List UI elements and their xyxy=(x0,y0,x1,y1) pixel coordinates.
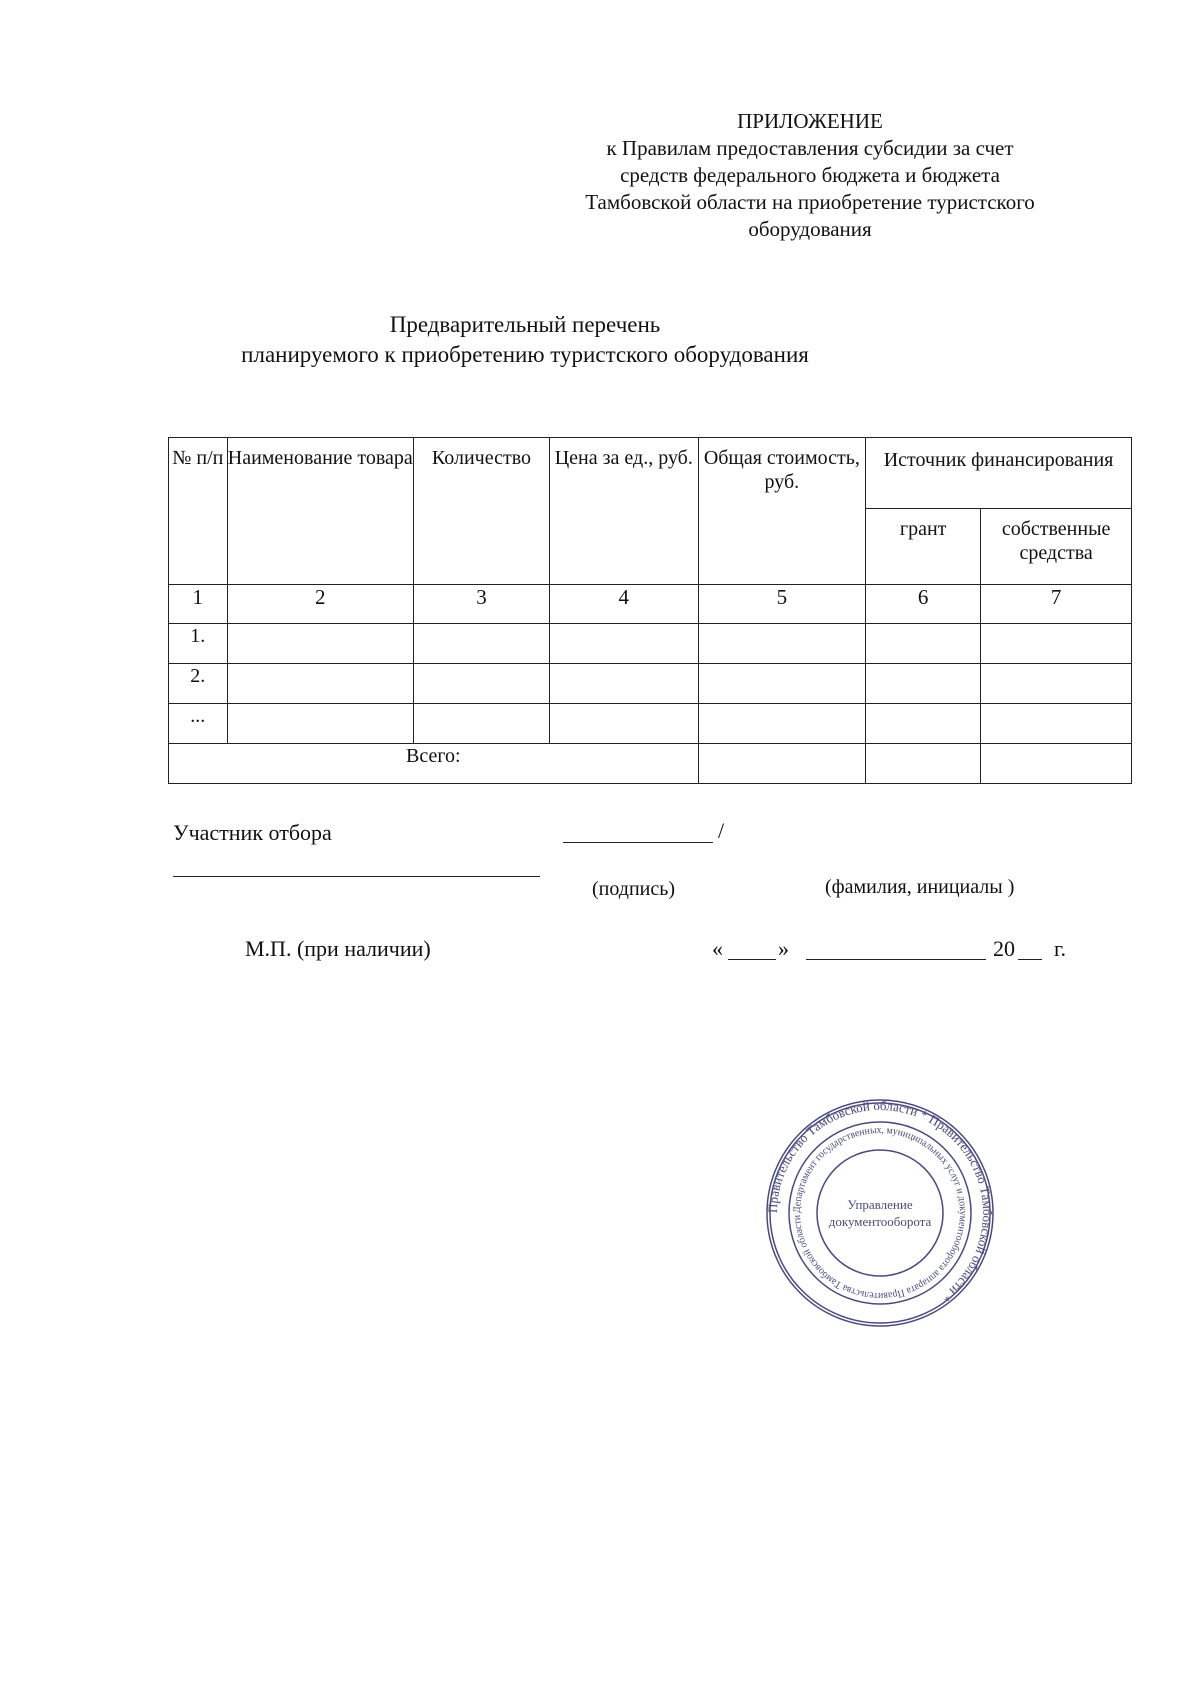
stamp-inner-ring xyxy=(817,1150,943,1276)
header-name: Наименование товара xyxy=(227,438,413,585)
empty-cell[interactable] xyxy=(698,624,865,664)
appendix-line: ПРИЛОЖЕНИЕ xyxy=(737,109,883,133)
empty-cell[interactable] xyxy=(227,624,413,664)
empty-cell[interactable] xyxy=(413,664,549,704)
name-caption: (фамилия, инициалы ) xyxy=(825,876,1015,898)
appendix-line: оборудования xyxy=(748,217,872,241)
title-line-1: Предварительный перечень xyxy=(389,312,661,337)
empty-cell[interactable] xyxy=(981,704,1132,744)
header-source: Источник финансирования xyxy=(866,438,1132,509)
empty-cell[interactable] xyxy=(866,744,981,784)
year-line[interactable] xyxy=(1018,959,1042,960)
signature-caption: (подпись) xyxy=(592,878,676,900)
empty-cell[interactable] xyxy=(227,664,413,704)
column-number: 6 xyxy=(866,585,981,624)
appendix-header xyxy=(545,108,1075,243)
header-grant: грант xyxy=(866,509,981,585)
date-open-quote: « xyxy=(712,936,723,961)
total-row xyxy=(169,744,1132,784)
document-title xyxy=(200,310,850,370)
appendix-line: средств федерального бюджета и бюджета xyxy=(620,163,1000,187)
empty-cell[interactable] xyxy=(698,664,865,704)
year-suffix: г. xyxy=(1054,936,1067,961)
year-prefix: 20 xyxy=(993,936,1015,961)
empty-cell[interactable] xyxy=(981,744,1132,784)
empty-cell[interactable] xyxy=(549,624,698,664)
title-line-2: планируемого к приобретению туристского оборудования xyxy=(241,342,809,367)
column-number: 7 xyxy=(981,585,1132,624)
column-number: 5 xyxy=(698,585,865,624)
appendix-line: Тамбовской области на приобретение туристского xyxy=(585,190,1035,214)
header-qty: Количество xyxy=(413,438,549,585)
empty-cell[interactable] xyxy=(413,704,549,744)
column-number: 1 xyxy=(169,585,228,624)
row-number: ... xyxy=(169,704,228,744)
appendix-line: к Правилам предоставления субсидии за счет xyxy=(606,136,1014,160)
stamp-middle-text: Департамент государственных, муниципальных услуг и документооборота аппарата Правительства Тамбовской области xyxy=(791,1124,969,1302)
participant-name-line[interactable] xyxy=(173,876,540,877)
slash: / xyxy=(718,818,725,843)
date-close-quote: » xyxy=(778,936,789,961)
header-own: собственные средства xyxy=(981,509,1132,585)
column-number: 3 xyxy=(413,585,549,624)
table-row xyxy=(169,664,1132,704)
seal-label: М.П. (при наличии) xyxy=(245,936,431,961)
row-number: 1. xyxy=(169,624,228,664)
empty-cell[interactable] xyxy=(413,624,549,664)
empty-cell[interactable] xyxy=(981,664,1132,704)
empty-cell[interactable] xyxy=(981,624,1132,664)
month-line[interactable] xyxy=(806,959,986,960)
header-total: Общая стоимость, руб. xyxy=(698,438,865,585)
signature-line[interactable] xyxy=(563,842,713,843)
stamp-outer-text: Правительство Тамбовской области * Правительство Тамбовской области * xyxy=(765,1098,995,1306)
column-number-row xyxy=(169,585,1132,624)
stamp-center-line-2: документооборота xyxy=(828,1214,932,1229)
table-row xyxy=(169,704,1132,744)
empty-cell[interactable] xyxy=(866,704,981,744)
participant-label: Участник отбора xyxy=(173,820,332,845)
stamp-center-line-1: Управление xyxy=(847,1197,913,1212)
total-label: Всего: xyxy=(169,744,699,784)
equipment-table xyxy=(168,437,1132,784)
day-line[interactable] xyxy=(728,959,776,960)
header-num: № п/п xyxy=(169,438,228,585)
column-number: 4 xyxy=(549,585,698,624)
empty-cell[interactable] xyxy=(227,704,413,744)
empty-cell[interactable] xyxy=(866,664,981,704)
official-stamp xyxy=(765,1098,995,1328)
empty-cell[interactable] xyxy=(698,704,865,744)
table-row xyxy=(169,624,1132,664)
empty-cell[interactable] xyxy=(549,704,698,744)
empty-cell[interactable] xyxy=(866,624,981,664)
empty-cell[interactable] xyxy=(549,664,698,704)
header-price: Цена за ед., руб. xyxy=(549,438,698,585)
row-number: 2. xyxy=(169,664,228,704)
column-number: 2 xyxy=(227,585,413,624)
empty-cell[interactable] xyxy=(698,744,865,784)
